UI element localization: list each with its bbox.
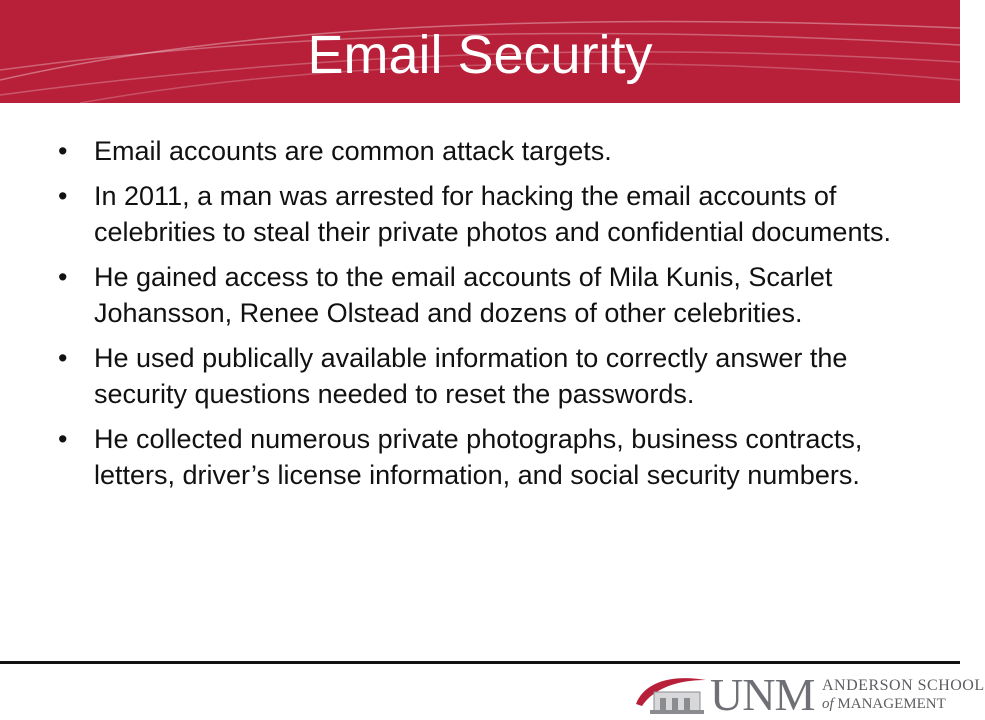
bullet-dot: • bbox=[58, 262, 68, 292]
bullet-item bbox=[58, 421, 898, 493]
bullet-dot: • bbox=[58, 424, 68, 454]
bullet-item bbox=[58, 259, 898, 331]
bullet-dot: • bbox=[58, 136, 68, 166]
unm-wordmark: UNM bbox=[710, 669, 815, 720]
bullet-item bbox=[58, 178, 898, 250]
school-name-line1: ANDERSON SCHOOL bbox=[822, 677, 985, 694]
bullet-dot: • bbox=[58, 181, 68, 211]
unm-anderson-logo bbox=[632, 669, 985, 720]
school-name-line2 bbox=[822, 696, 946, 712]
school-name-management: MANAGEMENT bbox=[837, 696, 946, 712]
bullet-text: He collected numerous private photographs, business contracts, letters, driver’s license information, and social security numbers. bbox=[94, 424, 863, 490]
school-name-of: of bbox=[822, 696, 834, 712]
bullet-text: He used publically available information to correctly answer the security questions needed to reset the passwords. bbox=[94, 343, 848, 409]
bullet-item bbox=[58, 133, 898, 169]
bullet-text: Email accounts are common attack targets. bbox=[94, 136, 612, 166]
title-banner bbox=[0, 0, 960, 103]
footer-divider bbox=[0, 661, 960, 664]
bullet-list bbox=[58, 133, 898, 502]
bullet-item bbox=[58, 340, 898, 412]
bullet-dot: • bbox=[58, 343, 68, 373]
slide-title: Email Security bbox=[307, 25, 653, 85]
bullet-text: He gained access to the email accounts of Mila Kunis, Scarlet Johansson, Renee Olstead and dozens of other celebrities. bbox=[94, 262, 833, 328]
zia-building-mark-icon bbox=[632, 674, 710, 716]
bullet-text: In 2011, a man was arrested for hacking the email accounts of celebrities to steal their private photos and confidential documents. bbox=[94, 181, 891, 247]
